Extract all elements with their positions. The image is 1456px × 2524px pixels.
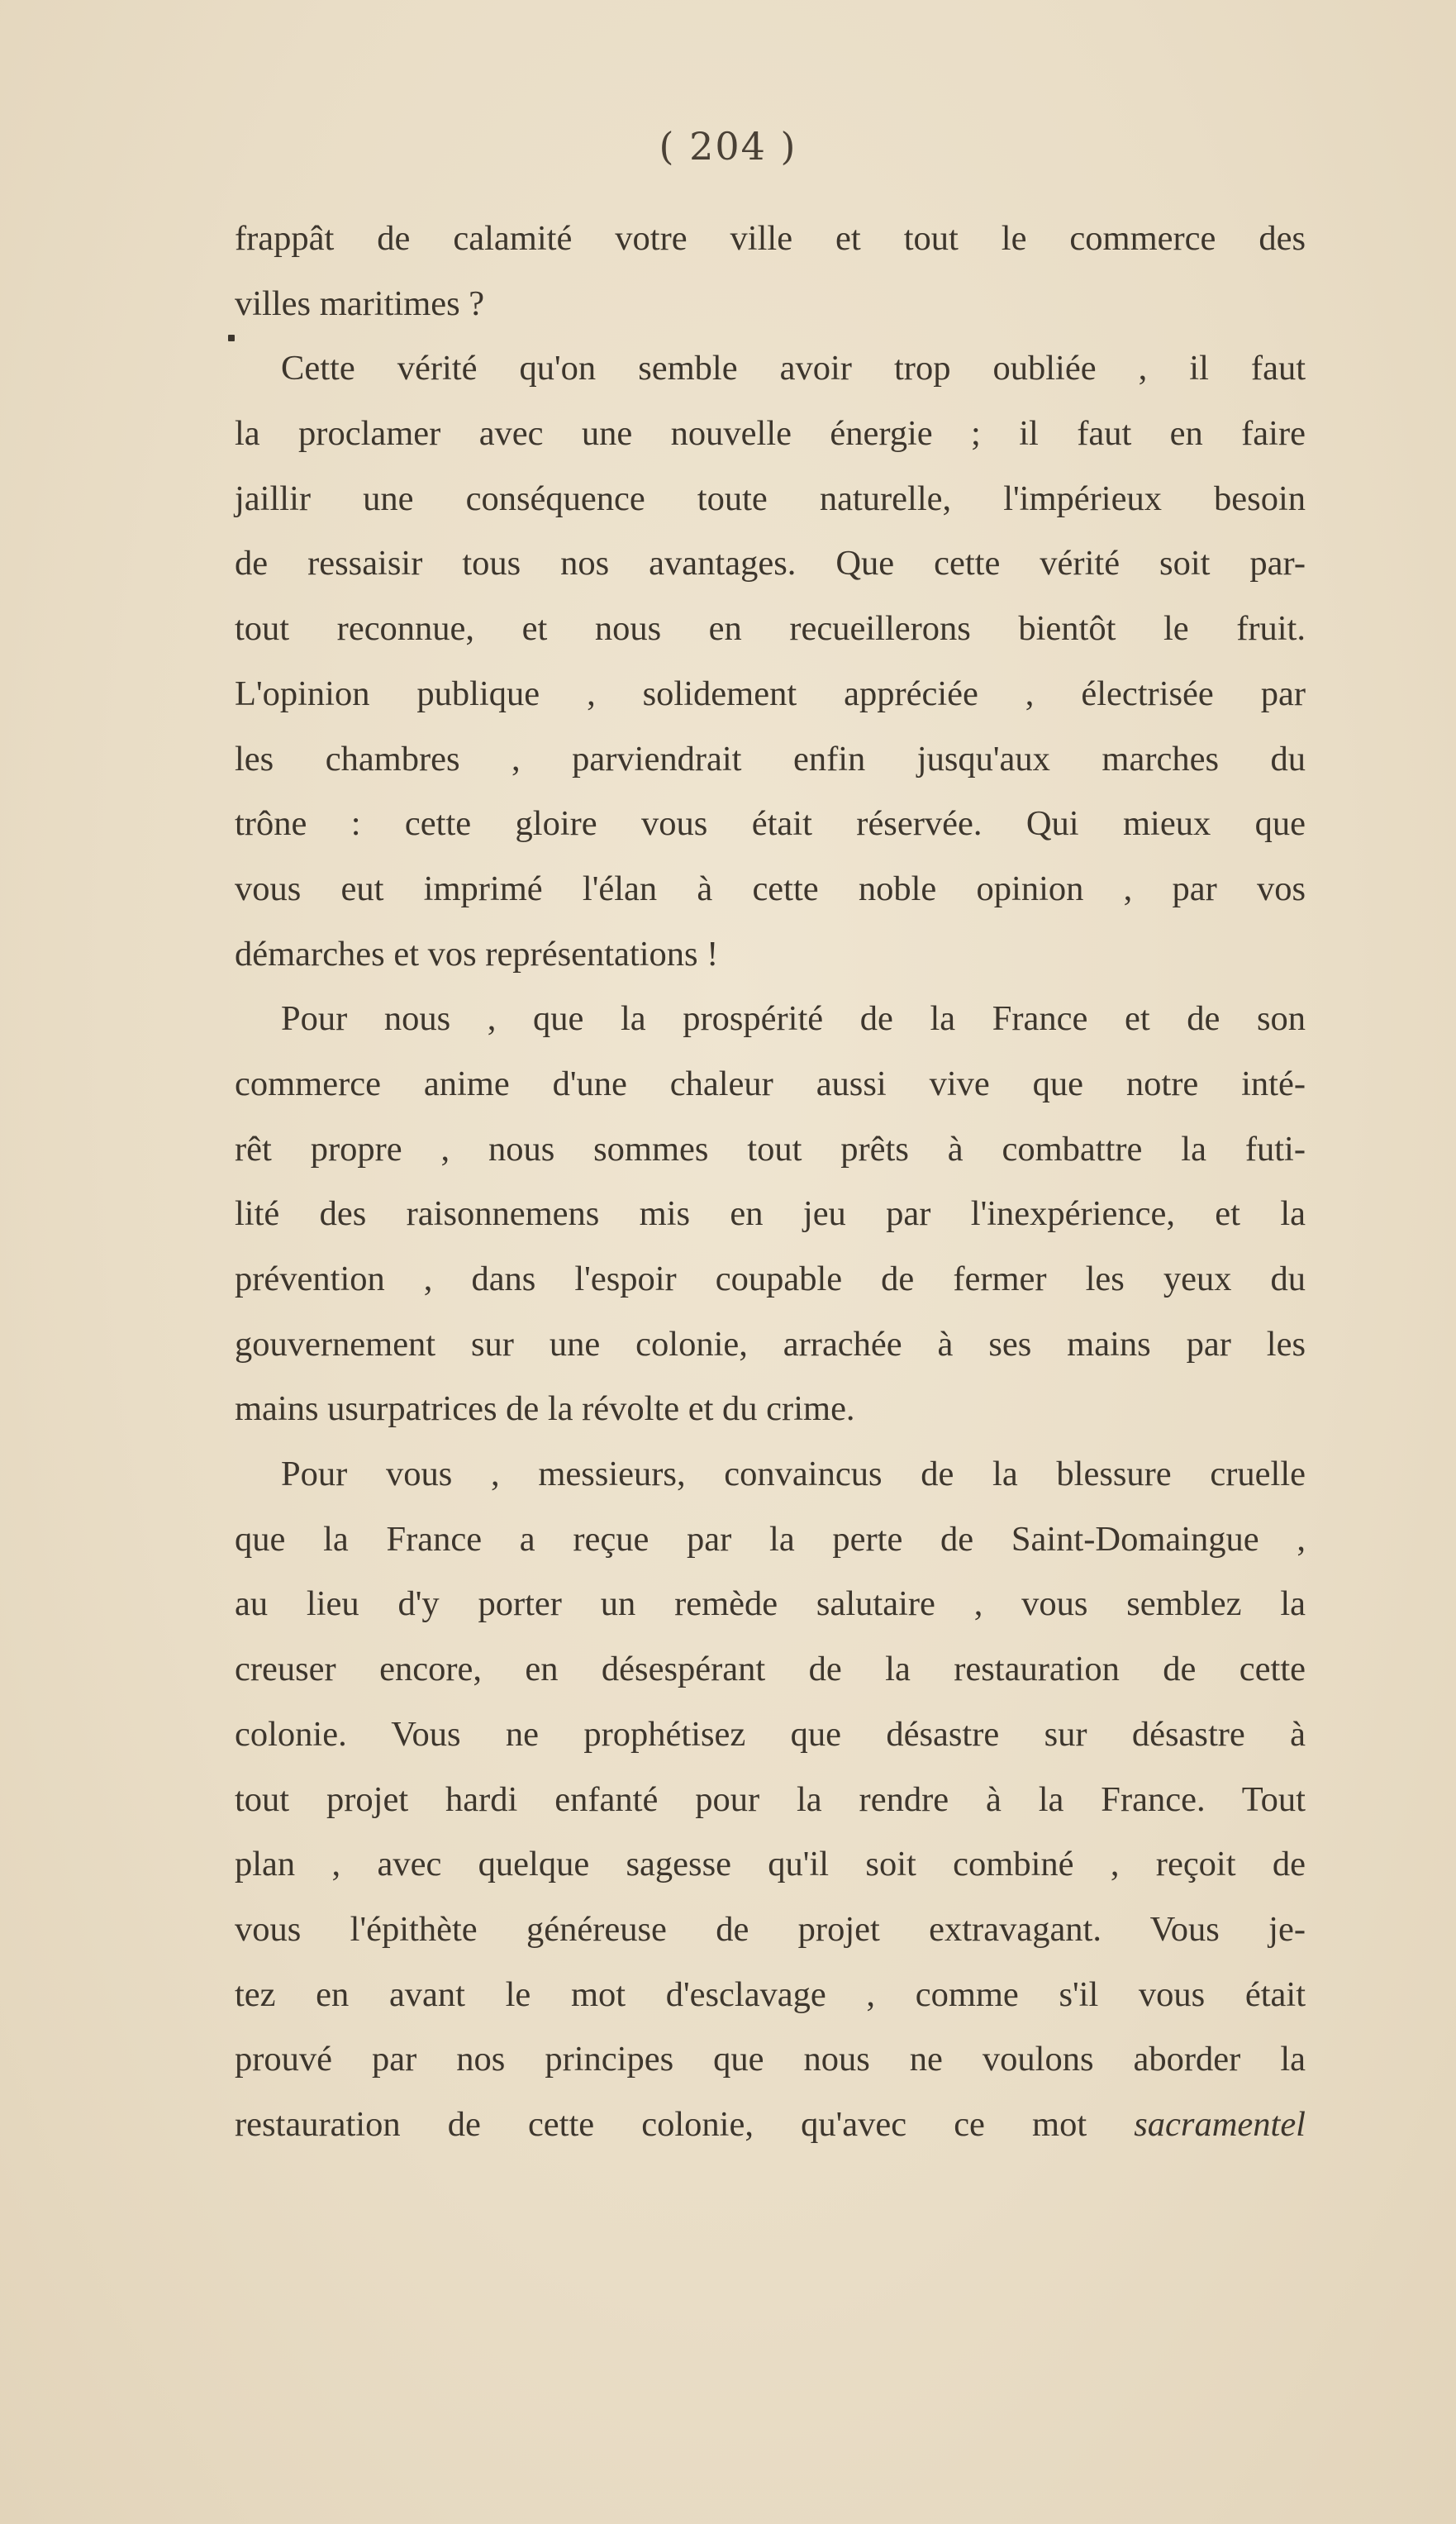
text-line: rêt propre , nous sommes tout prêts à combattre la futi- [235,1129,1306,1169]
text-line: tez en avant le mot d'esclavage , comme s'il vous était [235,1974,1306,2014]
text-line: colonie. Vous ne prophétisez que désastre sur désastre à [235,1714,1306,1754]
text-line: que la France a reçue par la perte de Saint-Domaingue , [235,1519,1306,1559]
text-line: Pour nous , que la prospérité de la France et de son [281,999,1306,1039]
text-line: la proclamer avec une nouvelle énergie ; il faut en faire [235,414,1306,454]
text-line: tout reconnue, et nous en recueillerons bientôt le fruit. [235,609,1306,649]
text-line: creuser encore, en désespérant de la restauration de cette [235,1650,1306,1689]
text-line: les chambres , parviendrait enfin jusqu'aux marches du [235,739,1306,779]
text-line: prévention , dans l'espoir coupable de fermer les yeux du [235,1260,1306,1298]
text-line: vous l'épithète généreuse de projet extravagant. Vous je- [235,1909,1306,1949]
text-line-final [235,2093,1306,2158]
text-line: commerce anime d'une chaleur aussi vive que notre inté- [235,1064,1306,1103]
text-line: démarches et vos représentations ! [235,934,719,974]
text-line: vous eut imprimé l'élan à cette noble opinion , par vos [235,869,1306,908]
text-line: frappât de calamité votre ville et tout le commerce des [235,219,1306,258]
text-line: plan , avec quelque sagesse qu'il soit combiné , reçoit de [235,1845,1306,1884]
text-line: jaillir une conséquence toute naturelle, l'impérieux besoin [235,479,1306,518]
text-line: villes maritimes ? [235,283,485,323]
text-line: lité des raisonnemens mis en jeu par l'inexpérience, et la [235,1194,1306,1234]
text-line-final-roman: restauration de cette colonie, qu'avec ce mot [235,2104,1087,2144]
text-line: mains usurpatrices de la révolte et du crime. [235,1389,855,1429]
text-line: gouvernement sur une colonie, arrachée à ses mains par les [235,1324,1306,1364]
italic-word: sacramentel [1134,2104,1306,2144]
text-line: L'opinion publique , solidement appréciée , électrisée par [235,674,1306,713]
paragraph-mark-icon [228,335,235,341]
text-line: de ressaisir tous nos avantages. Que cette vérité soit par- [235,544,1306,583]
page-number: ( 204 ) [659,124,797,169]
text-line: trône : cette gloire vous était réservée. Qui mieux que [235,804,1306,844]
text-line: Cette vérité qu'on semble avoir trop oubliée , il faut [281,349,1306,388]
text-line: tout projet hardi enfanté pour la rendre à la France. Tout [235,1779,1306,1819]
page-text [235,207,1306,2158]
text-line: au lieu d'y porter un remède salutaire , vous semblez la [235,1584,1306,1624]
text-line: Pour vous , messieurs, convaincus de la blessure cruelle [281,1455,1306,1494]
text-line: prouvé par nos principes que nous ne voulons aborder la [235,2040,1306,2079]
